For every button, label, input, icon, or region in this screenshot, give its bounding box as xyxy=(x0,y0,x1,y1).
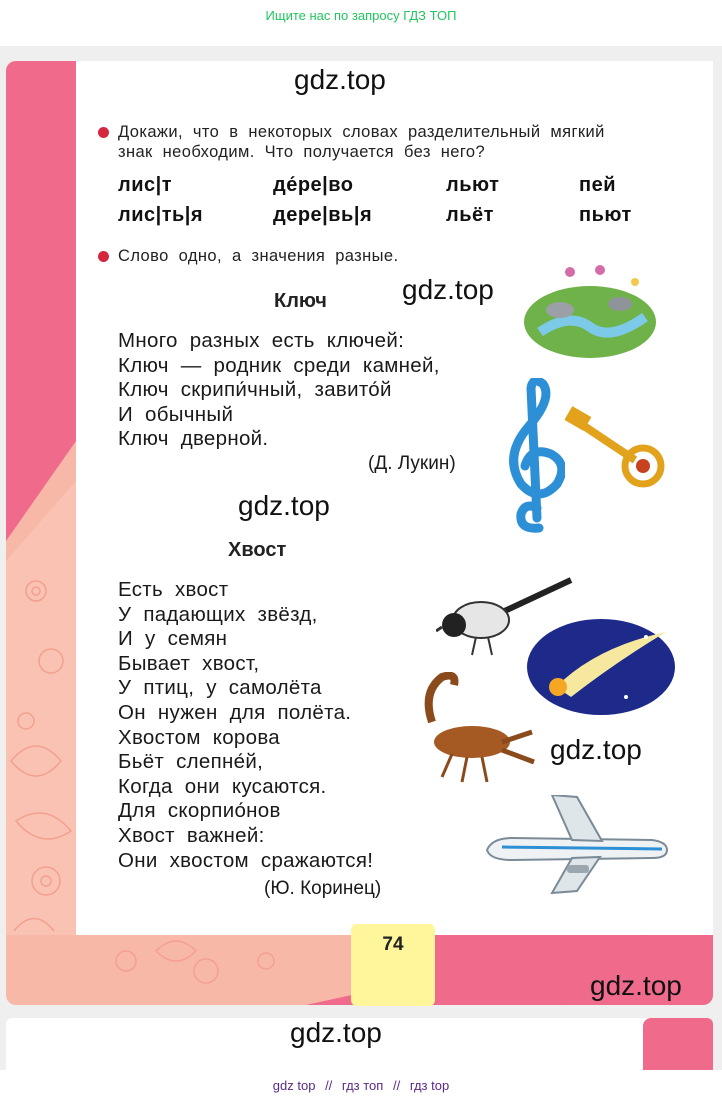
footer-separator: // xyxy=(392,1078,401,1093)
poem-line: Когда они кусаются. xyxy=(118,774,327,798)
task-text-line-2: знак необходим. Что получается без него? xyxy=(118,143,486,161)
airplane-illustration xyxy=(482,795,672,895)
watermark: gdz.top xyxy=(294,64,386,95)
search-hint-link[interactable]: Ищите нас по запросу ГДЗ ТОП xyxy=(265,8,457,23)
poem-line: Он нужен для полёта. xyxy=(118,700,352,724)
poem-line: И у семян xyxy=(118,627,228,651)
poem-line: Для скорпио́нов xyxy=(118,799,281,823)
task-instruction-2 xyxy=(118,246,398,266)
poem-key-text xyxy=(118,329,440,452)
word-bottom-3: льёт xyxy=(446,204,494,226)
poem-line: Ключ скрипи́чный, завито́й xyxy=(118,378,392,402)
watermark: gdz.top xyxy=(402,274,494,305)
poem-line: Есть хвост xyxy=(118,578,229,601)
poem-line: Много разных есть ключей: xyxy=(118,329,405,352)
key-illustration xyxy=(565,400,665,490)
treble-clef-illustration xyxy=(505,378,565,533)
poem-line: И обычный xyxy=(118,402,234,426)
poem-line: У падающих звёзд, xyxy=(118,602,318,626)
word-top-3: льют xyxy=(446,174,500,196)
poem-line: Ключ — родник среди камней, xyxy=(118,353,440,377)
poem-title-tail: Хвост xyxy=(228,539,287,561)
word-bottom-4: пьют xyxy=(579,204,632,226)
word-top-1: лис|т xyxy=(118,174,173,196)
poem-line: Они хвостом сражаются! xyxy=(118,848,374,872)
poem-line: У птиц, у самолёта xyxy=(118,676,322,700)
word-top-2: де́ре|во xyxy=(273,174,354,196)
next-page-decor xyxy=(643,1018,713,1070)
footer-link[interactable]: гдз топ xyxy=(341,1078,384,1093)
footer-link[interactable]: gdz top xyxy=(272,1078,316,1093)
footer xyxy=(0,1070,722,1103)
word-bottom-1: лис|ть|я xyxy=(118,204,204,226)
task-instruction-1 xyxy=(118,122,678,162)
footer-link[interactable]: гдз top xyxy=(409,1078,450,1093)
word-top-4: пей xyxy=(579,174,616,196)
page-number-tab xyxy=(351,924,435,1006)
word-bottom-2: дере|вь|я xyxy=(273,204,373,226)
poem-tail-text xyxy=(118,578,373,873)
watermark: gdz.top xyxy=(590,970,682,1001)
comet-illustration xyxy=(526,617,676,717)
bullet-icon xyxy=(98,127,109,138)
task-text: Слово одно, а значения разные. xyxy=(118,247,399,265)
bullet-icon xyxy=(98,251,109,262)
watermark: gdz.top xyxy=(550,734,642,765)
poem-author-tail: (Ю. Коринец) xyxy=(264,878,382,899)
poem-title-key: Ключ xyxy=(274,290,327,312)
poem-line: Ключ дверной. xyxy=(118,427,269,451)
footer-separator: // xyxy=(325,1078,333,1093)
watermark: gdz.top xyxy=(290,1017,382,1048)
poem-author-key: (Д. Лукин) xyxy=(368,453,456,474)
footer-links xyxy=(0,1078,722,1093)
spring-illustration xyxy=(520,262,660,362)
task-text-line-1: Докажи, что в некоторых словах разделительный мягкий xyxy=(118,123,605,141)
poem-line: Хвост важней: xyxy=(118,823,265,847)
page-number: 74 xyxy=(382,934,404,955)
top-bar xyxy=(0,0,722,46)
watermark: gdz.top xyxy=(238,490,330,521)
scorpion-illustration xyxy=(412,672,542,787)
poem-line: Бывает хвост, xyxy=(118,651,260,675)
poem-line: Бьёт слепне́й, xyxy=(118,750,264,774)
poem-line: Хвостом корова xyxy=(118,725,280,749)
